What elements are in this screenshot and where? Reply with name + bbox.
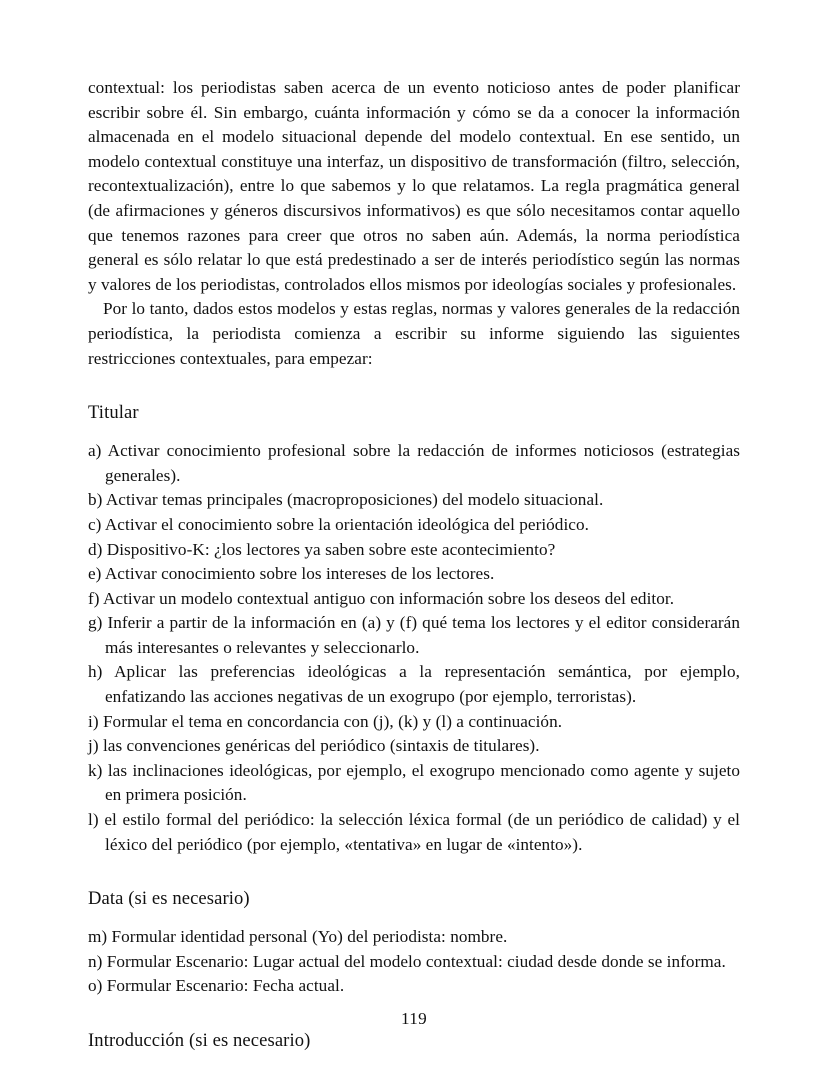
list-item: i) Formular el tema en concordancia con (j), (k) y (l) a continuación. [88, 711, 563, 731]
paragraph-continuation: contextual: los periodistas saben acerca de un evento noticioso antes de poder planificar escribir sobre él. Sin embargo, cuánta información y cómo se da a conocer la información almacenada en el modelo situacional depende del modelo contextual. En ese sentido, un modelo contextual constituye una interfaz, un dispositivo de transformación (filtro, selección, recontextualización), entre lo que sabemos y lo que relatamos. La regla pragmática general (de afirmaciones y géneros discursivos informativos) es que sólo necesitamos contar aquello que tenemos razones para creer que otros no saben aún. Además, la norma periodística general es sólo relatar lo que está predestinado a ser de interés periodístico según las normas y valores de los periodistas, controlados ellos mismos por ideologías sociales y profesionales. [88, 78, 740, 294]
list-item: k) las inclinaciones ideológicas, por ejemplo, el exogrupo mencionado como agente y sujeto en primera posición. [88, 760, 740, 805]
paragraph-por-lo-tanto: Por lo tanto, dados estos modelos y estas reglas, normas y valores generales de la redacción periodística, la periodista comienza a escribir su informe siguiendo las siguientes restricciones contextuales, para empezar: [88, 299, 740, 368]
section-gap-2 [88, 857, 740, 887]
list-item: f) Activar un modelo contextual antiguo con información sobre los deseos del editor. [88, 588, 675, 608]
list-item: e) Activar conocimiento sobre los intereses de los lectores. [88, 564, 495, 584]
list-item: a) Activar conocimiento profesional sobre la redacción de informes noticiosos (estrategias generales). [88, 441, 740, 485]
list-item: b) Activar temas principales (macroproposiciones) del modelo situacional. [88, 490, 604, 510]
list-item: n) Formular Escenario: Lugar actual del modelo contextual: ciudad desde donde se informa. [88, 951, 726, 971]
list-item: j) las convenciones genéricas del periódico (sintaxis de titulares). [88, 736, 540, 756]
list-item: o) Formular Escenario: Fecha actual. [88, 976, 345, 996]
list-item: l) el estilo formal del periódico: la selección léxica formal (de un periódico de calidad) y el léxico del periódico (por ejemplo, «tentativa» en lugar de «intento»). [88, 810, 740, 854]
heading-introduccion: Introducción (si es necesario) [88, 1030, 311, 1051]
heading-data: Data (si es necesario) [88, 888, 250, 910]
list-item: d) Dispositivo-K: ¿los lectores ya saben sobre este acontecimiento? [88, 539, 556, 559]
heading-gap-2 [88, 911, 740, 925]
heading-titular: Titular [88, 402, 139, 424]
heading-gap-1 [88, 425, 740, 439]
list-titular [88, 439, 740, 857]
list-item: c) Activar el conocimiento sobre la orientación ideológica del periódico. [88, 514, 589, 534]
list-item: m) Formular identidad personal (Yo) del periodista: nombre. [88, 927, 508, 947]
list-item: h) Aplicar las preferencias ideológicas a la representación semántica, por ejemplo, enfatizando las acciones negativas de un exogrupo (por ejemplo, terroristas). [88, 662, 740, 707]
list-data [88, 925, 740, 999]
list-item: g) Inferir a partir de la información en (a) y (f) qué tema los lectores y el editor considerarán más interesantes o relevantes y seleccionarlo. [88, 613, 740, 657]
page-content [88, 76, 740, 1053]
page-number: 119 [400, 1009, 428, 1028]
section-gap-1 [88, 371, 740, 401]
